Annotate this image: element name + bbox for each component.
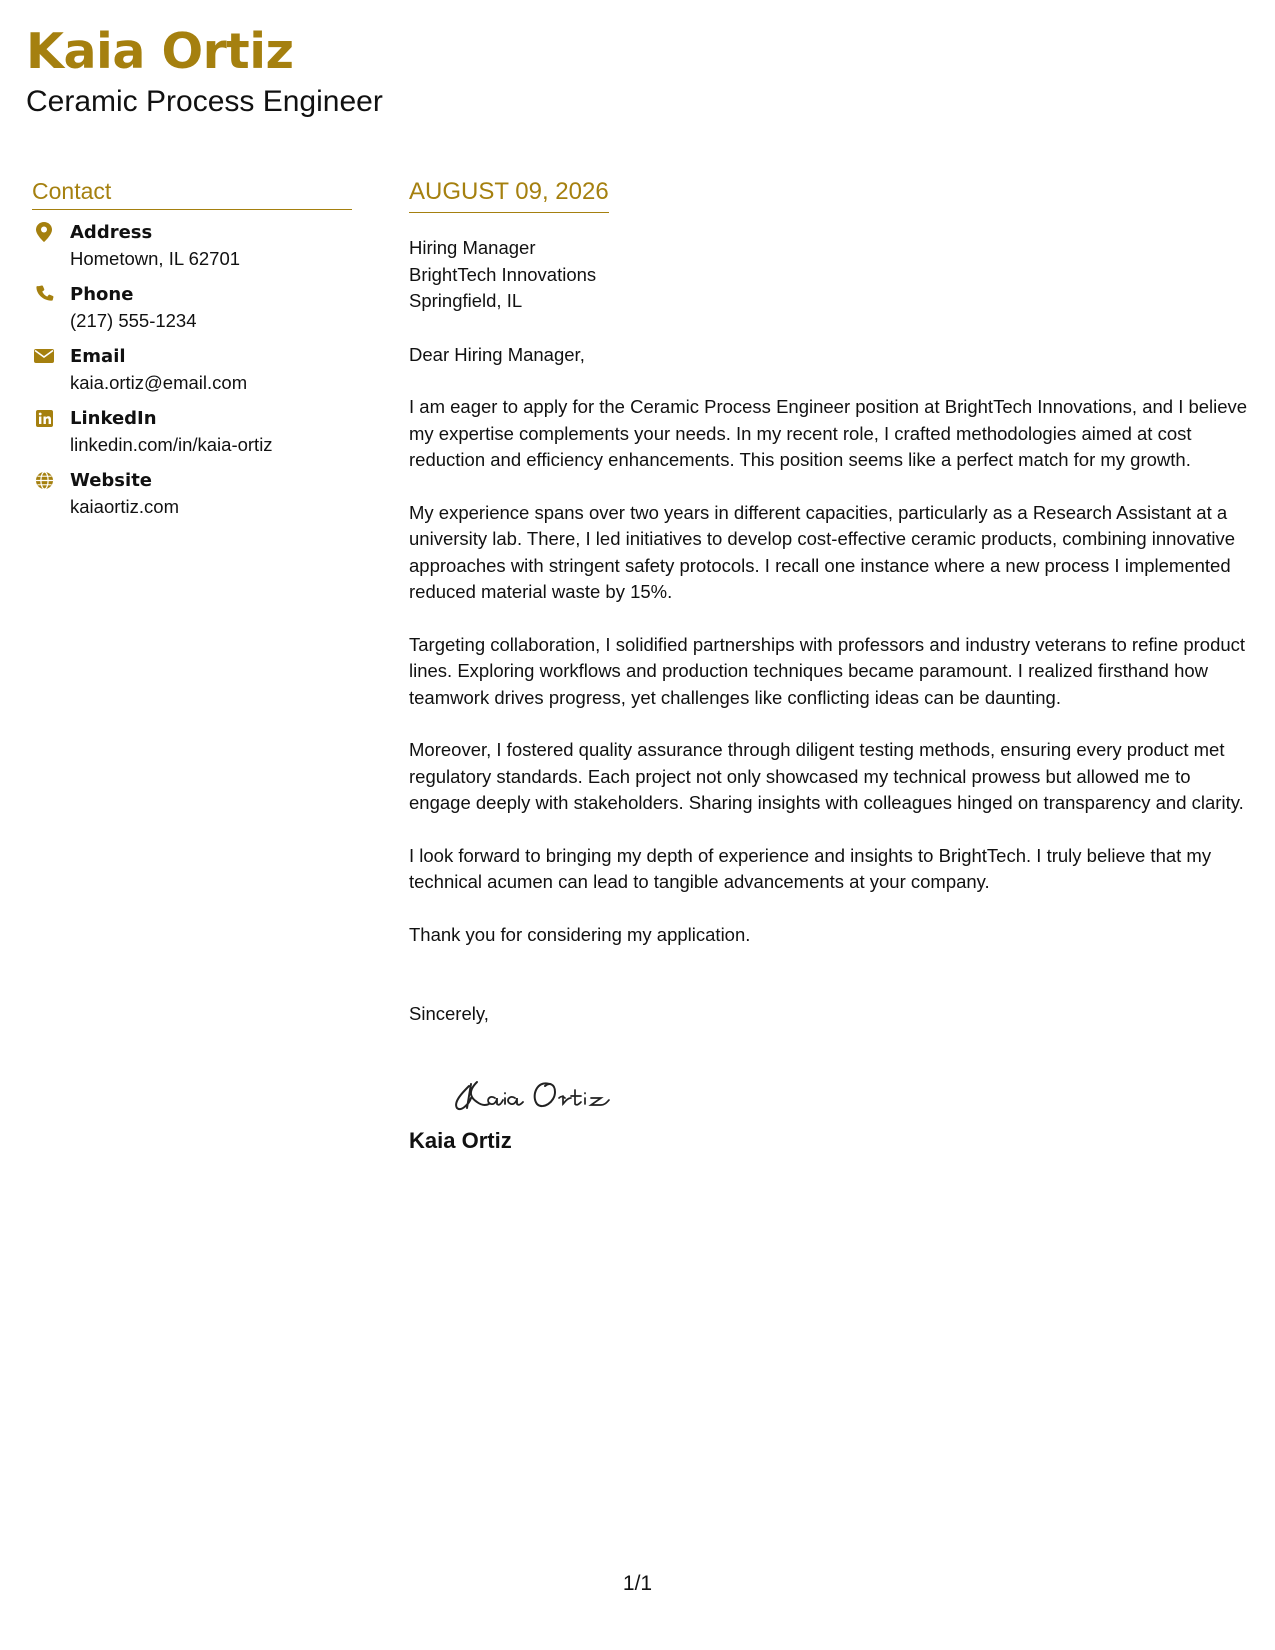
contact-sidebar	[32, 176, 352, 530]
recipient-title: Hiring Manager	[409, 237, 536, 258]
linkedin-label: LinkedIn	[70, 408, 157, 429]
closing: Sincerely,	[409, 1003, 489, 1024]
handwritten-signature	[449, 1058, 1249, 1118]
contact-phone	[32, 282, 352, 333]
job-title: Ceramic Process Engineer	[26, 85, 383, 118]
contact-heading: Contact	[32, 176, 352, 210]
linkedin-value: linkedin.com/in/kaia-ortiz	[70, 434, 273, 455]
address-value: Hometown, IL 62701	[70, 248, 241, 269]
candidate-name: Kaia Ortiz	[26, 23, 294, 80]
phone-label: Phone	[70, 284, 134, 305]
website-label: Website	[70, 470, 153, 491]
letter-date: AUGUST 09, 2026	[409, 176, 609, 213]
map-pin-icon	[34, 222, 54, 242]
contact-email	[32, 344, 352, 395]
contact-linkedin	[32, 406, 352, 457]
phone-icon	[34, 284, 54, 304]
paragraph-6: Thank you for considering my application.	[409, 923, 751, 945]
email-label: Email	[70, 346, 126, 367]
signer-name: Kaia Ortiz	[409, 1127, 512, 1153]
address-label: Address	[70, 222, 153, 243]
recipient-location: Springfield, IL	[409, 290, 523, 311]
paragraph-4: Moreover, I fostered quality assurance through diligent testing methods, ensuring every product met regulatory standards. Each project not only showcased my technical prowess but allowed me to engage deeply with stakeholders. Sharing insights with colleagues hinged on transparency and clarity.	[409, 739, 1244, 813]
paragraph-5: I look forward to bringing my depth of experience and insights to BrightTech. I truly believe that my technical acumen can lead to tangible advancements at your company.	[409, 844, 1212, 892]
paragraph-2: My experience spans over two years in different capacities, particularly as a Research Assistant at a university lab. There, I led initiatives to develop cost-effective ceramic products, combining innovative approaches with stringent safety protocols. I recall one instance where a new process I implemented reduced material waste by 15%.	[409, 501, 1236, 602]
paragraph-3: Targeting collaboration, I solidified partnerships with professors and industry veterans to refine product lines. Exploring workflows and production techniques became paramount. I realized firsthand how teamwork drives progress, yet challenges like conflicting ideas can be daunting.	[409, 633, 1246, 708]
envelope-icon	[34, 346, 54, 366]
contact-website	[32, 468, 352, 519]
page-number: 1/1	[622, 1572, 653, 1595]
recipient-block	[409, 235, 1249, 315]
globe-icon	[34, 470, 54, 490]
linkedin-icon	[34, 408, 54, 428]
recipient-company: BrightTech Innovations	[409, 263, 597, 285]
salutation: Dear Hiring Manager,	[409, 343, 585, 365]
email-value: kaia.ortiz@email.com	[70, 372, 248, 393]
paragraph-1: I am eager to apply for the Ceramic Process Engineer position at BrightTech Innovations, and I believe my expertise complements your needs. In my recent role, I crafted methodologies aimed at cost reduction and efficiency enhancements. This position seems like a perfect match for my growth.	[409, 396, 1248, 470]
letter-body	[409, 176, 1249, 1156]
website-value: kaiaortiz.com	[70, 496, 179, 517]
phone-value: (217) 555-1234	[70, 310, 197, 331]
contact-address	[32, 220, 352, 271]
